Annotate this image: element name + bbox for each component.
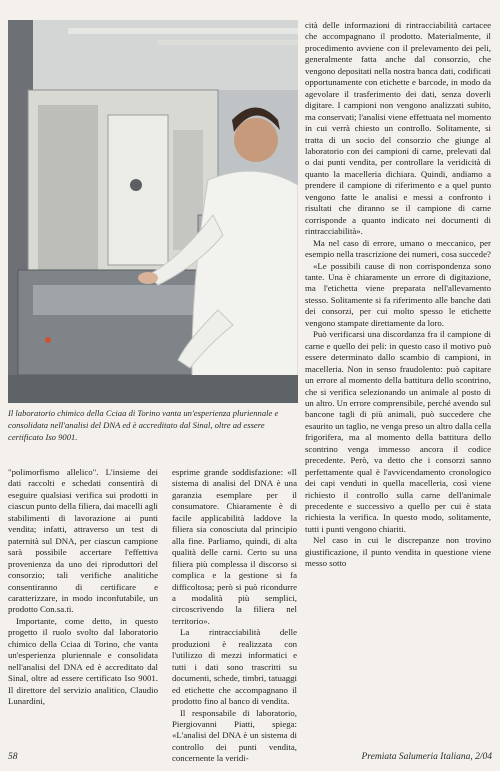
article-column-bottom-left	[8, 467, 158, 708]
paragraph: "polimorfismo allelico". L'insieme dei dati raccolti e schedati consentirà di eseguire qualsiasi verifica sui prodotti in ciascun punto della filiera, dai macelli agli stabilimenti di lavorazione ai punti vendita; infatti, attraverso un test di paternità sul DNA, per ciascun campione sarà possibile accertare l'effettiva provenienza da uno dei riproduttori del consorzio; tali verifiche analitiche consentiranno di certificare e caratterizzare, in modo inconfutabile, un prodotto Con.sa.ti.	[8, 467, 158, 615]
article-column-bottom-middle	[172, 467, 297, 765]
paragraph: esprime grande soddisfazione: «Il sistema di analisi del DNA è una garanzia esemplare per il consumatore. Chiaramente è di facile applicabilità laddove la filiera sia conosciuta dal principio alla fine. Parliamo, quindi, di alta qualità delle carni. Certo su una filiera più complessa il discorso si complica e la gestione si fa difficoltosa; però si può ricondurre a modalità più semplici, circoscrivendo la filiera nel territorio».	[172, 467, 297, 626]
paragraph: Importante, come detto, in questo progetto il ruolo svolto dal laboratorio chimico della Cciaa di Torino, che vanta un'esperienza pluriennale e consolidata nell'analisi del DNA ed è accreditato dal Sinal, oltre ad essere certificato Iso 9001. Il direttore del servizio analitico, Claudio Lunardini,	[8, 615, 158, 707]
photo-caption	[8, 407, 300, 444]
lab-photo	[8, 20, 298, 403]
lab-photo-illustration	[8, 20, 298, 403]
page-number: 58	[8, 752, 18, 762]
paragraph: cità delle informazioni di rintracciabilità cartacee che accompagnano il prodotto. Materialmente, il procedimento avviene con il prelevamento dei peli, generalmente fatta anche dal consorzio, che vengono depositati nella nostra banca dati, codificati opportunamente con etichette e barcode, in modo da agevolare il trasferimento dei dati, senza doverli digitare. I campioni non vengono analizzati subito, ma conservati; l'analisi viene effettuata nel momento in cui verrà chiesto un controllo. Solitamente, si tratta di un socio del consorzio che giunge al laboratorio con dei campioni di carne, prelevati dal o dai punti vendita, per controllare la veridicità di quanto la macelleria dichiara. Quindi, andiamo a prendere il campione di riferimento e a quel punto vengono fatte le analisi e messi a confronto i risultati che diranno se il campione di carne corrisponde a quanto indicato nei documenti di rintracciabilità».	[305, 20, 491, 237]
paragraph: Nel caso in cui le discrepanze non trovino giustificazione, il punto vendita in questione viene messo sotto	[305, 535, 491, 569]
paragraph: Il responsabile di laboratorio, Piergiovanni Piatti, spiega: «L'analisi del DNA è un sistema di controllo dei punti vendita, concernente la veridi-	[172, 707, 297, 764]
paragraph: La rintracciabilità delle produzioni è realizzata con l'utilizzo di mezzi informatici e tutti i dati sono trascritti su documenti, schede, timbri, tatuaggi ed etichette che accompagnano il prodotto fino al banco di vendita.	[172, 627, 297, 707]
paragraph: Può verificarsi una discordanza fra il campione di carne e quello dei peli: in questo caso il motivo può essere determinato dallo scambio di campioni, in macelleria. Non in senso fraudolento: può capitare un errore al momento della battitura dello scontrino, che si verifica selezionando un animale al posto di un altro. Un errore comprensibile, perché avendo sul bancone tagli di più animali, può succedere che esaurito un taglio, ne venga preso un altro dalla cella frigorifera, ma al momento della battitura dello scontrino venga immesso ancora il codice precedente. Però, va detto che i consorzi sanno perfettamente qual è l'avvicendamento cronologico dei capi venduti in quella macelleria, così viene richiesto il controllo sulla carne dell'animale precedente e successivo a quello per cui è stata richiesta la verifica. In questo modo, solitamente, tutti i punti vengono chiariti.	[305, 329, 491, 534]
publication-footer: Premiata Salumeria Italiana, 2/04	[361, 752, 492, 762]
article-column-right	[305, 20, 491, 570]
photo-caption-text: Il laboratorio chimico della Cciaa di Torino vanta un'esperienza pluriennale e consolidata nell'analisi del DNA ed è accreditato dal Sinal, oltre ad essere certificato Iso 9001.	[8, 408, 279, 443]
paragraph: Ma nel caso di errore, umano o meccanico, per esempio nella trascrizione dei numeri, cosa succede?	[305, 237, 491, 260]
paragraph: «Le possibili cause di non corrispondenza sono tante. Una è chiaramente un errore di digitazione, ma l'etichetta viene preparata nell'allevamento stesso. Solitamente si fa riferimento alle banche dati dei consorzi, per cui molto spesso le etichette vengono stampate direttamente da loro.	[305, 260, 491, 328]
